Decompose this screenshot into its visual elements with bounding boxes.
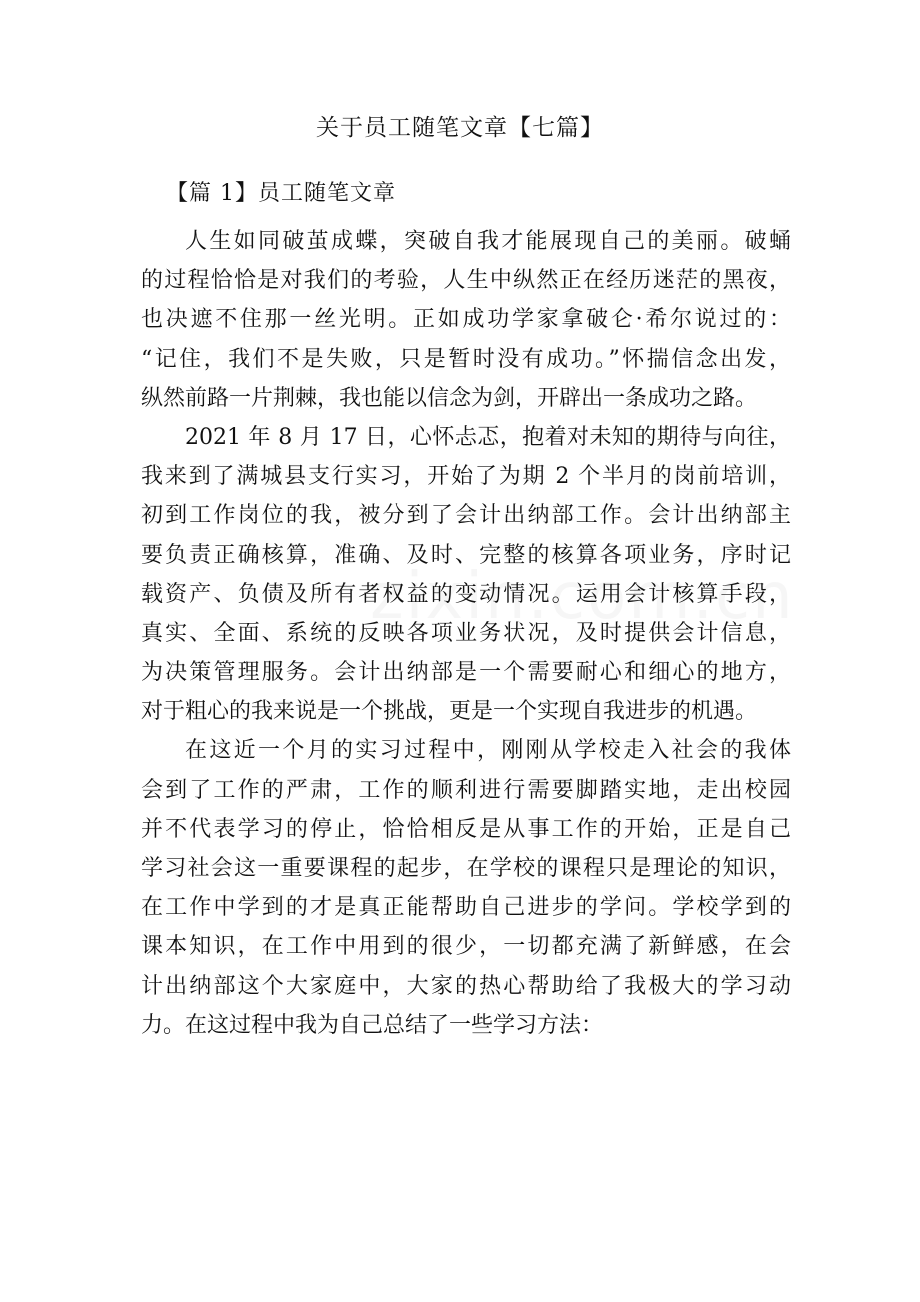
paragraph-1 [141,222,791,418]
paragraph-line: 也决遮不住那一丝光明。正如成功学家拿破仑·希尔说过的： [141,307,791,333]
section-heading: 【篇 1】员工随笔文章 [166,181,396,206]
paragraph-line: 要负责正确核算，准确、及时、完整的核算各项业务，序时记 [141,542,791,568]
document-title: 关于员工随笔文章【七篇】 [316,115,604,141]
paragraph-line: 的过程恰恰是对我们的考验，人生中纵然正在经历迷茫的黑夜， [141,268,791,294]
paragraph-line: 在这近一个月的实习过程中，刚刚从学校走入社会的我体 [185,738,791,764]
paragraph-3 [141,731,791,1045]
paragraph-line: 力。在这过程中我为自己总结了一些学习方法： [141,1012,604,1038]
paragraph-line: “记住，我们不是失败，只是暂时没有成功。”怀揣信念出发， [141,346,791,372]
paragraph-line: 并不代表学习的停止，恰恰相反是从事工作的开始，正是自己 [141,816,791,842]
document-body [141,222,791,1045]
paragraph-line: 在工作中学到的才是真正能帮助自己进步的学问。学校学到的 [141,895,791,921]
paragraph-line: 学习社会这一重要课程的起步，在学校的课程只是理论的知识， [141,856,791,881]
paragraph-2 [141,418,791,732]
paragraph-line: 2021 年 8 月 17 日，心怀忐忑，抱着对未知的期待与向往， [185,424,791,450]
paragraph-line: 会到了工作的严肃，工作的顺利进行需要脚踏实地，走出校园 [141,777,791,803]
paragraph-line: 初到工作岗位的我，被分到了会计出纳部工作。会计出纳部主 [141,503,791,529]
paragraph-line: 课本知识，在工作中用到的很少，一切都充满了新鲜感，在会 [141,934,791,960]
paragraph-line: 纵然前路一片荆棘，我也能以信念为剑，开辟出一条成功之路。 [141,385,758,411]
paragraph-line: 真实、全面、系统的反映各项业务状况，及时提供会计信息， [141,620,791,646]
paragraph-line: 载资产、负债及所有者权益的变动情况。运用会计核算手段， [141,581,791,607]
paragraph-line: 计出纳部这个大家庭中，大家的热心帮助给了我极大的学习动 [141,973,791,999]
paragraph-line: 为决策管理服务。会计出纳部是一个需要耐心和细心的地方， [141,660,791,686]
paragraph-line: 人生如同破茧成蝶，突破自我才能展现自己的美丽。破蛹 [185,229,791,254]
paragraph-line: 对于粗心的我来说是一个挑战，更是一个实现自我进步的机遇。 [141,699,758,725]
paragraph-line: 我来到了满城县支行实习，开始了为期 2 个半月的岗前培训， [141,464,791,490]
